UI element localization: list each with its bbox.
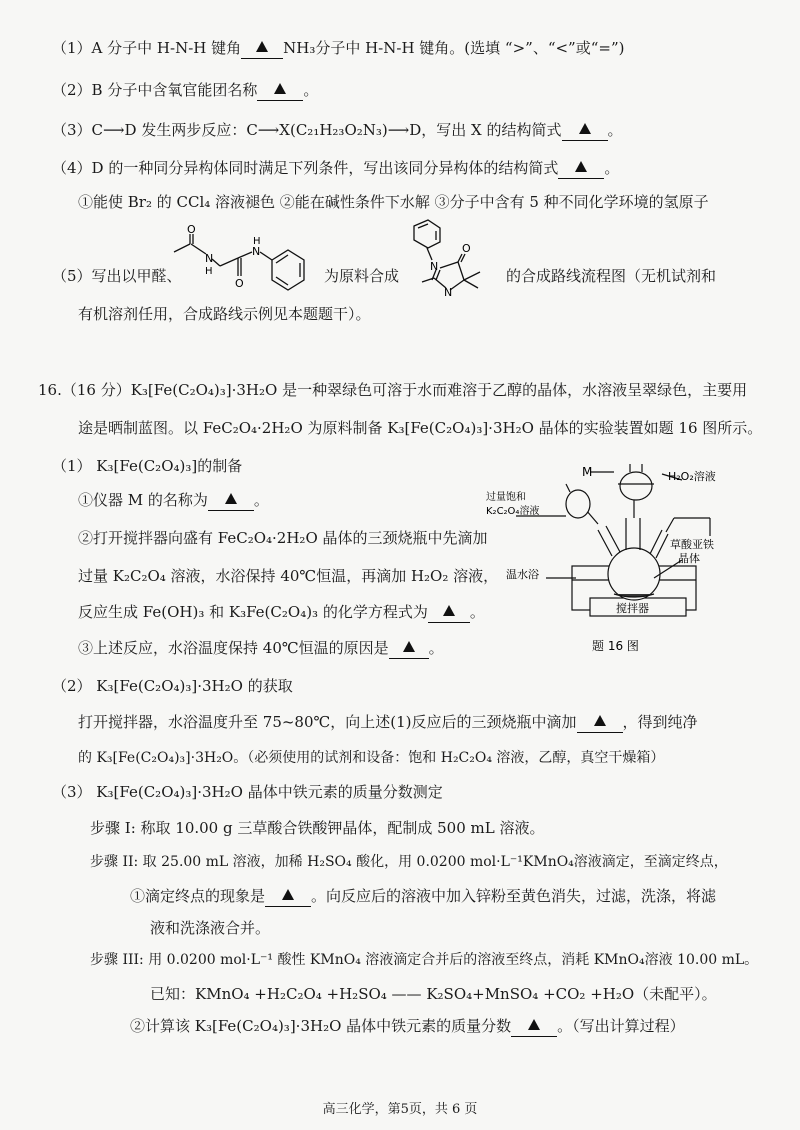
q15-part3: （3）C⟶D 发生两步反应：C⟶X(C₂₁H₂₃O₂N₃)⟶D，写出 X 的结构简式 。 xyxy=(52,121,623,139)
q15-part1: （1）A 分子中 H-N-H 键角 NH₃分子中 H-N-H 键角。(选填 “>”、“<”或“=”) xyxy=(52,39,625,57)
q16-step1: 步骤 I: 称取 10.00 g 三草酸合铁酸钾晶体，配制成 500 mL 溶液。 xyxy=(90,819,545,837)
answer-blank-8[interactable] xyxy=(577,712,623,733)
q16-header-2: 途是晒制蓝图。以 FeC₂O₄·2H₂O 为原料制备 K₃[Fe(C₂O₄)₃]·3H₂O 晶体的实验装置如题 16 图所示。 xyxy=(78,419,763,437)
q16-s1-q1: ①仪器 M 的名称为 。 xyxy=(78,491,269,509)
atom-label: O xyxy=(235,277,244,290)
answer-blank-1[interactable] xyxy=(241,38,283,59)
q16-s1-q2-line3: 反应生成 Fe(OH)₃ 和 K₃Fe(C₂O₄)₃ 的化学方程式为 。 xyxy=(78,603,485,621)
q15-part4-conditions: ①能使 Br₂ 的 CCl₄ 溶液褪色 ②能在碱性条件下水解 ③分子中含有 5 种不同化学环境的氢原子 xyxy=(78,193,709,211)
label-k2c2o4-a: 过量饱和 xyxy=(486,492,526,503)
q15-part2: （2）B 分子中含氧官能团名称 。 xyxy=(52,81,319,99)
q16-step2-q1: ①滴定终点的现象是 。向反应后的溶液中加入锌粉至黄色消失，过滤，洗涤，将滤 xyxy=(130,887,717,905)
triangle-icon xyxy=(403,641,415,652)
triangle-icon xyxy=(274,83,286,94)
atom-label: N xyxy=(252,245,261,258)
q15-part5-cont: 有机溶剂任用，合成路线示例见本题题干）。 xyxy=(78,305,371,323)
atom-label: H xyxy=(253,236,261,247)
q16-s1-q3: ③上述反应，水浴温度保持 40℃恒温的原因是 。 xyxy=(78,639,444,657)
q16-header-1: 16.（16 分）K₃[Fe(C₂O₄)₃]·3H₂O 是一种翠绿色可溶于水而难溶于乙醇的晶体，水溶液呈翠绿色，主要用 xyxy=(38,381,748,399)
answer-blank-3[interactable] xyxy=(562,120,608,141)
label-m: M xyxy=(582,465,593,479)
label-bath: 温水浴 xyxy=(506,568,539,581)
triangle-icon xyxy=(579,123,591,134)
answer-blank-9[interactable] xyxy=(265,886,311,907)
triangle-icon xyxy=(528,1019,540,1030)
imidazolone-structure xyxy=(400,218,496,300)
label-fec2o4-a: 草酸亚铁 xyxy=(670,538,714,551)
q16-s2-line2: 的 K₃[Fe(C₂O₄)₃]·3H₂O。（必须使用的试剂和设备：饱和 H₂C₂O₄ 溶液，乙醇，真空干燥箱） xyxy=(78,750,665,766)
label-fec2o4-b: 晶体 xyxy=(678,552,700,565)
q16-step2: 步骤 II: 取 25.00 mL 溶液，加稀 H₂SO₄ 酸化，用 0.0200 mol·L⁻¹KMnO₄溶液滴定，至滴定终点， xyxy=(90,854,728,870)
answer-blank-2[interactable] xyxy=(257,80,303,101)
triangle-icon xyxy=(443,605,455,616)
figure-caption: 题 16 图 xyxy=(592,639,639,653)
triangle-icon xyxy=(594,715,606,726)
apparatus-diagram xyxy=(486,460,726,660)
q15-part5-c: 的合成路线流程图（无机试剂和 xyxy=(506,267,717,285)
label-stirrer: 搅拌器 xyxy=(616,602,649,615)
q16-known-equation: 已知：KMnO₄ +H₂C₂O₄ +H₂SO₄ —— K₂SO₄+MnSO₄ +CO₂ +H₂O（未配平）。 xyxy=(150,985,717,1003)
atom-label: O xyxy=(462,242,471,255)
triangle-icon xyxy=(256,41,268,52)
glycine-anilide-structure xyxy=(168,224,320,302)
answer-blank-7[interactable] xyxy=(389,638,429,659)
atom-label: N xyxy=(444,286,453,299)
triangle-icon xyxy=(225,493,237,504)
atom-label: N xyxy=(205,252,214,265)
q16-s1-title: （1） K₃[Fe(C₂O₄)₃]的制备 xyxy=(52,457,243,475)
atom-label: H xyxy=(205,266,213,277)
q16-calc: ②计算该 K₃[Fe(C₂O₄)₃]·3H₂O 晶体中铁元素的质量分数 。（写出计算过程） xyxy=(130,1017,685,1035)
triangle-icon xyxy=(575,161,587,172)
page-footer: 高三化学，第5页，共 6 页 xyxy=(322,1102,478,1117)
q15-part5-b: 为原料合成 xyxy=(324,267,400,285)
answer-blank-5[interactable] xyxy=(208,490,254,511)
label-h2o2: H₂O₂溶液 xyxy=(668,470,716,483)
answer-blank-6[interactable] xyxy=(428,602,470,623)
label-k2c2o4-b: K₂C₂O₄溶液 xyxy=(486,506,540,517)
q16-step3: 步骤 III: 用 0.0200 mol·L⁻¹ 酸性 KMnO₄ 溶液滴定合并后的溶液至终点，消耗 KMnO₄溶液 10.00 mL。 xyxy=(90,952,759,968)
q15-part4: （4）D 的一种同分异构体同时满足下列条件，写出该同分异构体的结构简式 。 xyxy=(52,159,620,177)
q16-s1-q2-line1: ②打开搅拌器向盛有 FeC₂O₄·2H₂O 晶体的三颈烧瓶中先滴加 xyxy=(78,529,488,547)
atom-label: O xyxy=(187,224,196,236)
three-neck-flask xyxy=(608,548,660,600)
left-dropping-funnel xyxy=(566,490,590,518)
q16-step2-cont: 液和洗涤液合并。 xyxy=(150,919,271,937)
funnel-m xyxy=(620,472,652,500)
answer-blank-10[interactable] xyxy=(511,1016,557,1037)
triangle-icon xyxy=(282,889,294,900)
q16-s3-title: （3） K₃[Fe(C₂O₄)₃]·3H₂O 晶体中铁元素的质量分数测定 xyxy=(52,783,443,801)
q16-s2-title: （2） K₃[Fe(C₂O₄)₃]·3H₂O 的获取 xyxy=(52,677,293,695)
q16-s1-q2-line2: 过量 K₂C₂O₄ 溶液，水浴保持 40℃恒温，再滴加 H₂O₂ 溶液， xyxy=(78,567,499,585)
q16-s2-line1: 打开搅拌器，水浴温度升至 75~80℃，向上述(1)反应后的三颈烧瓶中滴加 ，得到纯净 xyxy=(78,713,698,731)
q15-part5-a: （5）写出以甲醛、 xyxy=(52,267,182,285)
atom-label: N xyxy=(430,260,439,273)
answer-blank-4[interactable] xyxy=(558,158,604,179)
